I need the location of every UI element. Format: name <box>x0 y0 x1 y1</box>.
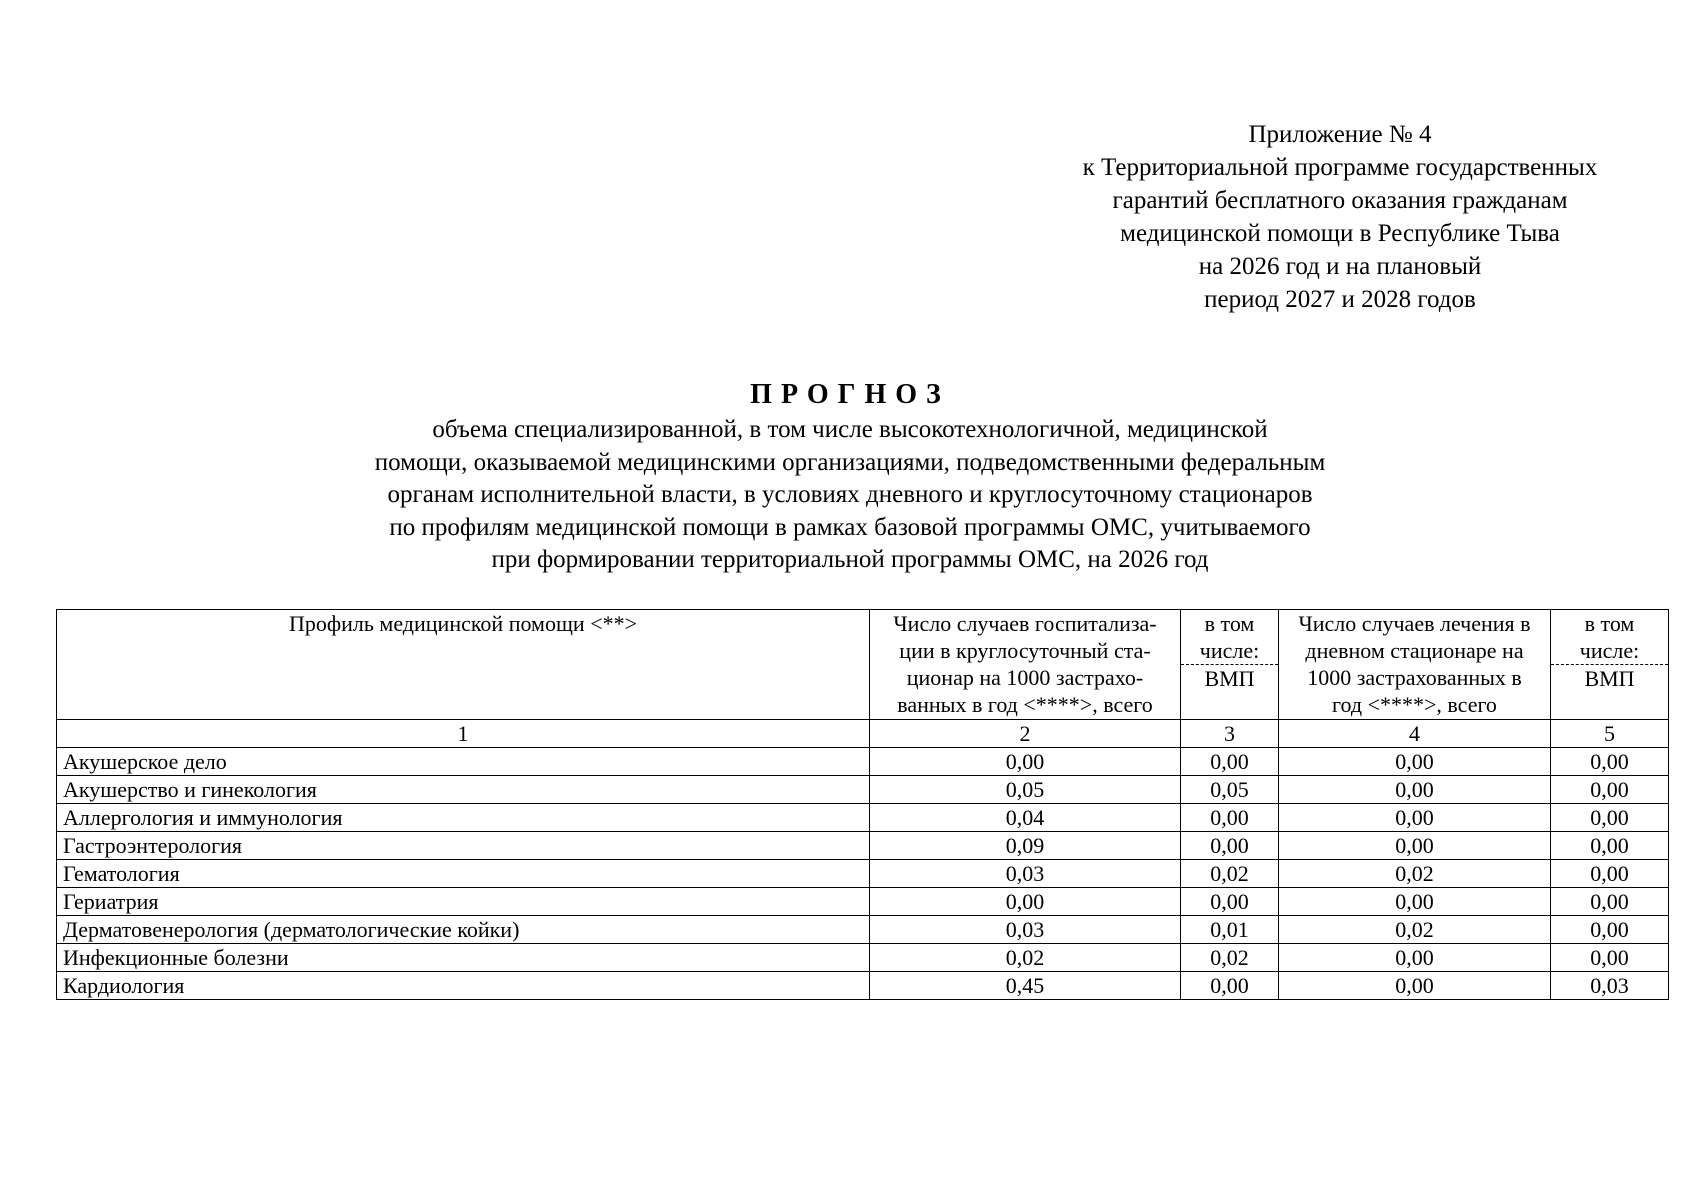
header-line: ванных в год <****>, всего <box>897 692 1153 717</box>
column-number: 1 <box>57 720 870 748</box>
value-cell: 0,09 <box>870 832 1181 860</box>
table-row <box>57 972 1669 1000</box>
table-row <box>57 832 1669 860</box>
header-hospitalization-including <box>1181 610 1279 665</box>
table-row <box>57 888 1669 916</box>
profile-cell: Дерматовенерология (дерматологические койки) <box>57 916 870 944</box>
column-number: 3 <box>1181 720 1279 748</box>
document-subtitle <box>200 414 1500 577</box>
profile-cell: Акушерское дело <box>57 748 870 776</box>
profile-cell: Гастроэнтерология <box>57 832 870 860</box>
value-cell: 0,00 <box>1551 832 1669 860</box>
value-cell: 0,03 <box>1551 972 1669 1000</box>
header-hospitalization-total <box>870 610 1181 720</box>
subtitle-line: при формировании территориальной программы ОМС, на 2026 год <box>491 546 1209 573</box>
annex-line: на 2026 год и на плановый <box>1198 253 1482 280</box>
document-title: ПРОГНОЗ <box>750 379 950 410</box>
table-row <box>57 748 1669 776</box>
value-cell: 0,00 <box>1551 748 1669 776</box>
annex-line: гарантий бесплатного оказания гражданам <box>1112 187 1568 214</box>
header-line: в том <box>1584 611 1635 636</box>
profile-cell: Гематология <box>57 860 870 888</box>
value-cell: 0,00 <box>1181 888 1279 916</box>
value-cell: 0,04 <box>870 804 1181 832</box>
value-cell: 0,00 <box>1551 888 1669 916</box>
header-line: числе: <box>1579 638 1640 663</box>
header-hospitalization-hmc: ВМП <box>1181 665 1279 720</box>
header-line: дневном стационаре на <box>1305 638 1524 663</box>
annex-line: Приложение № 4 <box>1248 121 1432 148</box>
value-cell: 0,00 <box>1551 860 1669 888</box>
header-line: 1000 застрахованных в <box>1307 665 1522 690</box>
value-cell: 0,00 <box>1551 944 1669 972</box>
value-cell: 0,00 <box>1551 804 1669 832</box>
value-cell: 0,00 <box>1279 944 1551 972</box>
value-cell: 0,00 <box>1181 832 1279 860</box>
subtitle-line: помощи, оказываемой медицинскими организациями, подведомственными федеральным <box>374 448 1326 476</box>
value-cell: 0,02 <box>1181 860 1279 888</box>
header-day-care-hmc: ВМП <box>1551 665 1669 720</box>
profile-cell: Инфекционные болезни <box>57 944 870 972</box>
value-cell: 0,00 <box>870 748 1181 776</box>
annex-line: медицинской помощи в Республике Тыва <box>1120 220 1560 247</box>
header-line: Число случаев госпитализа- <box>893 611 1157 636</box>
subtitle-line: по профилям медицинской помощи в рамках базовой программы ОМС, учитываемого <box>389 513 1311 541</box>
header-line: год <****>, всего <box>1332 692 1497 717</box>
column-number: 5 <box>1551 720 1669 748</box>
profile-cell: Акушерство и гинекология <box>57 776 870 804</box>
annex-line: к Территориальной программе государственных <box>1082 154 1598 181</box>
table-row <box>57 804 1669 832</box>
value-cell: 0,03 <box>870 916 1181 944</box>
forecast-table <box>56 609 1669 1000</box>
table-row <box>57 860 1669 888</box>
value-cell: 0,00 <box>1279 804 1551 832</box>
header-day-care-including <box>1551 610 1669 665</box>
table-row <box>57 944 1669 972</box>
profile-cell: Аллергология и иммунология <box>57 804 870 832</box>
value-cell: 0,05 <box>1181 776 1279 804</box>
header-line: Число случаев лечения в <box>1298 611 1531 636</box>
value-cell: 0,02 <box>1181 944 1279 972</box>
value-cell: 0,00 <box>1181 748 1279 776</box>
value-cell: 0,00 <box>1279 972 1551 1000</box>
value-cell: 0,00 <box>1279 888 1551 916</box>
column-number: 4 <box>1279 720 1551 748</box>
profile-cell: Кардиология <box>57 972 870 1000</box>
value-cell: 0,00 <box>1551 776 1669 804</box>
header-line: числе: <box>1199 638 1260 663</box>
annex-line: период 2027 и 2028 годов <box>1204 286 1476 313</box>
value-cell: 0,02 <box>1279 860 1551 888</box>
value-cell: 0,00 <box>1279 776 1551 804</box>
value-cell: 0,02 <box>870 944 1181 972</box>
subtitle-line: объема специализированной, в том числе высокотехнологичной, медицинской <box>432 416 1268 443</box>
header-day-care-total <box>1279 610 1551 720</box>
header-line: ционар на 1000 застрахо- <box>906 665 1144 690</box>
value-cell: 0,00 <box>1279 832 1551 860</box>
value-cell: 0,00 <box>1181 804 1279 832</box>
header-profile: Профиль медицинской помощи <**> <box>57 610 870 720</box>
table-row <box>57 916 1669 944</box>
value-cell: 0,00 <box>870 888 1181 916</box>
profile-cell: Гериатрия <box>57 888 870 916</box>
value-cell: 0,01 <box>1181 916 1279 944</box>
header-line: в том <box>1204 611 1255 636</box>
value-cell: 0,00 <box>1181 972 1279 1000</box>
value-cell: 0,03 <box>870 860 1181 888</box>
subtitle-line: органам исполнительной власти, в условиях дневного и круглосуточному стационаров <box>387 481 1313 508</box>
table-row <box>57 776 1669 804</box>
value-cell: 0,45 <box>870 972 1181 1000</box>
column-number: 2 <box>870 720 1181 748</box>
value-cell: 0,00 <box>1551 916 1669 944</box>
value-cell: 0,00 <box>1279 748 1551 776</box>
value-cell: 0,02 <box>1279 916 1551 944</box>
header-line: ции в круглосуточный ста- <box>899 638 1151 663</box>
value-cell: 0,05 <box>870 776 1181 804</box>
annex-block <box>1040 118 1640 316</box>
